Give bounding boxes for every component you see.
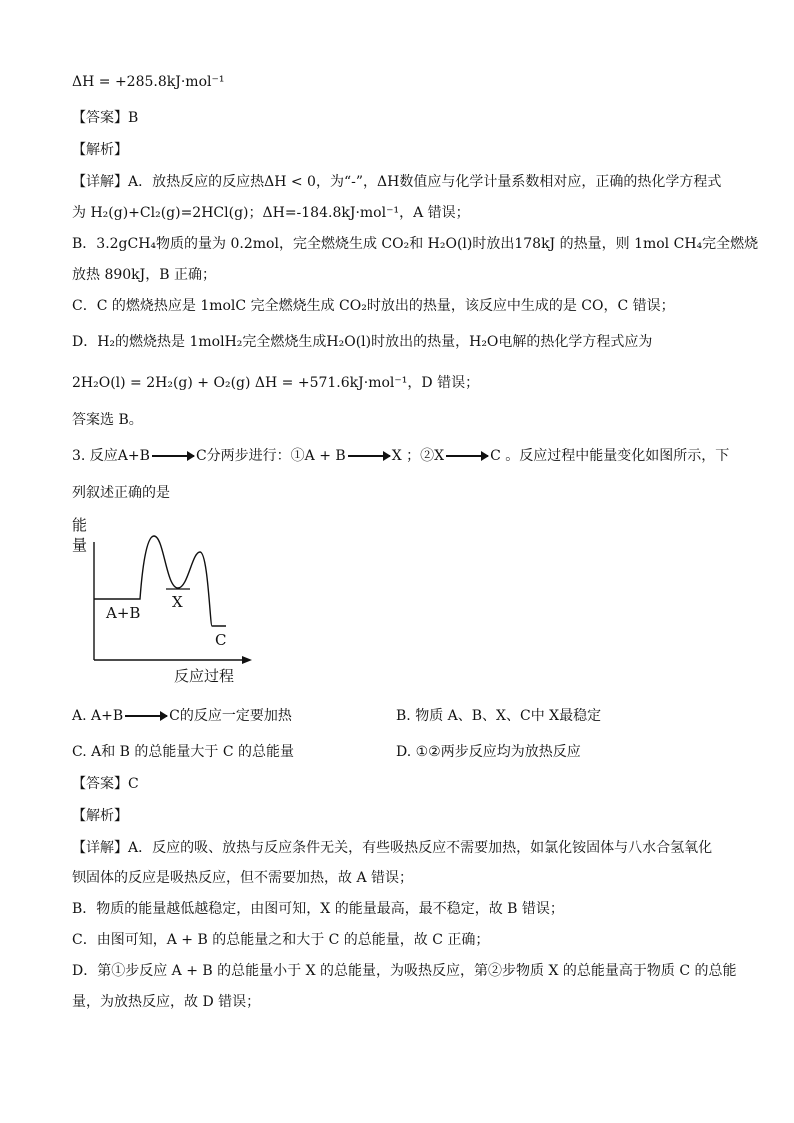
detail-d-line-1: D．H₂的燃烧热是 1molH₂完全燃烧生成H₂O(l)时放出的热量，H₂O电解的热化学方程式应为 xyxy=(72,334,653,350)
option-b: B. 物质 A、B、X、C中 X最稳定 xyxy=(396,708,602,724)
analysis-heading-q2: 【解析】 xyxy=(72,142,128,158)
y-axis-label-1: 能 xyxy=(72,516,88,534)
detail-b-line-2: 放热 890kJ，B 正确； xyxy=(72,267,217,283)
reactant-label: A+B xyxy=(106,604,141,622)
reaction-arrow-icon xyxy=(152,455,194,457)
detail-a-line-2: 为 H₂(g)+Cl₂(g)=2HCl(g)；ΔH=-184.8kJ·mol⁻¹，A 错误； xyxy=(72,205,470,221)
q3-detail-d-line-1: D．第①步反应 A + B 的总能量小于 X 的总能量，为吸热反应，第②步物质 X 的总能量高于物质 C 的总能 xyxy=(72,963,737,979)
q3-detail-a-line-1: 【详解】A．反应的吸、放热与反应条件无关，有些吸热反应不需要加热，如氯化铵固体与八水合氢氧化 xyxy=(72,840,713,856)
question-3-text-c: X ；②X xyxy=(391,448,445,464)
y-axis-label-2: 量 xyxy=(72,536,88,554)
intermediate-label: X xyxy=(172,593,183,611)
product-label: C xyxy=(215,631,227,649)
question-3-text-d: C 。反应过程中能量变化如图所示，下 xyxy=(490,448,730,464)
answer-heading-q2: 【答案】B xyxy=(72,110,139,126)
q3-detail-b-line: B．物质的能量越低越稳定，由图可知，X 的能量最高，最不稳定，故 B 错误； xyxy=(72,901,564,917)
q3-detail-c-line: C．由图可知，A + B 的总能量之和大于 C 的总能量，故 C 正确； xyxy=(72,932,490,948)
option-d: D. ①②两步反应均为放热反应 xyxy=(396,744,581,760)
answer-heading-q3: 【答案】C xyxy=(72,776,139,792)
question-3-text-a: 3. 反应A+B xyxy=(72,448,150,464)
detail-c-line: C．C 的燃烧热应是 1molC 完全燃烧生成 CO₂时放出的热量，该反应中生成的是 CO，C 错误； xyxy=(72,298,675,314)
question-3-text-b: C分两步进行：①A + B xyxy=(195,448,346,464)
option-a-suffix: C的反应一定要加热 xyxy=(169,708,292,724)
reaction-arrow-icon xyxy=(446,455,488,457)
analysis-heading-q3: 【解析】 xyxy=(72,808,128,824)
detail-a-line-1: 【详解】A．放热反应的反应热ΔH < 0，为“-”，ΔH数值应与化学计量系数相对应，正确的热化学方程式 xyxy=(72,174,722,190)
q3-detail-a-line-2: 钡固体的反应是吸热反应，但不需要加热，故 A 错误； xyxy=(72,870,414,886)
reaction-arrow-icon xyxy=(125,715,167,717)
x-axis-label: 反应过程 xyxy=(174,667,235,685)
x-axis-arrow-icon xyxy=(242,656,252,664)
dh-result-line: ΔH = +285.8kJ·mol⁻¹ xyxy=(72,74,225,90)
detail-b-line-1: B．3.2gCH₄物质的量为 0.2mol，完全燃烧生成 CO₂和 H₂O(l)时放出178kJ 的热量，则 1mol CH₄完全燃烧 xyxy=(72,236,759,252)
question-3-line-1 xyxy=(72,446,729,466)
option-a-prefix: A. A+B xyxy=(72,708,124,724)
reaction-arrow-icon xyxy=(348,455,390,457)
energy-diagram xyxy=(70,512,260,692)
question-3-line-2: 列叙述正确的是 xyxy=(72,485,170,501)
answer-choice-q2: 答案选 B。 xyxy=(72,412,143,428)
option-a xyxy=(72,706,292,726)
detail-d-equation: 2H₂O(l) = 2H₂(g) + O₂(g) ΔH = +571.6kJ·mol⁻¹，D 错误； xyxy=(72,375,480,391)
q3-detail-d-line-2: 量，为放热反应，故 D 错误； xyxy=(72,994,261,1010)
option-c: C. A和 B 的总能量大于 C 的总能量 xyxy=(72,744,295,760)
